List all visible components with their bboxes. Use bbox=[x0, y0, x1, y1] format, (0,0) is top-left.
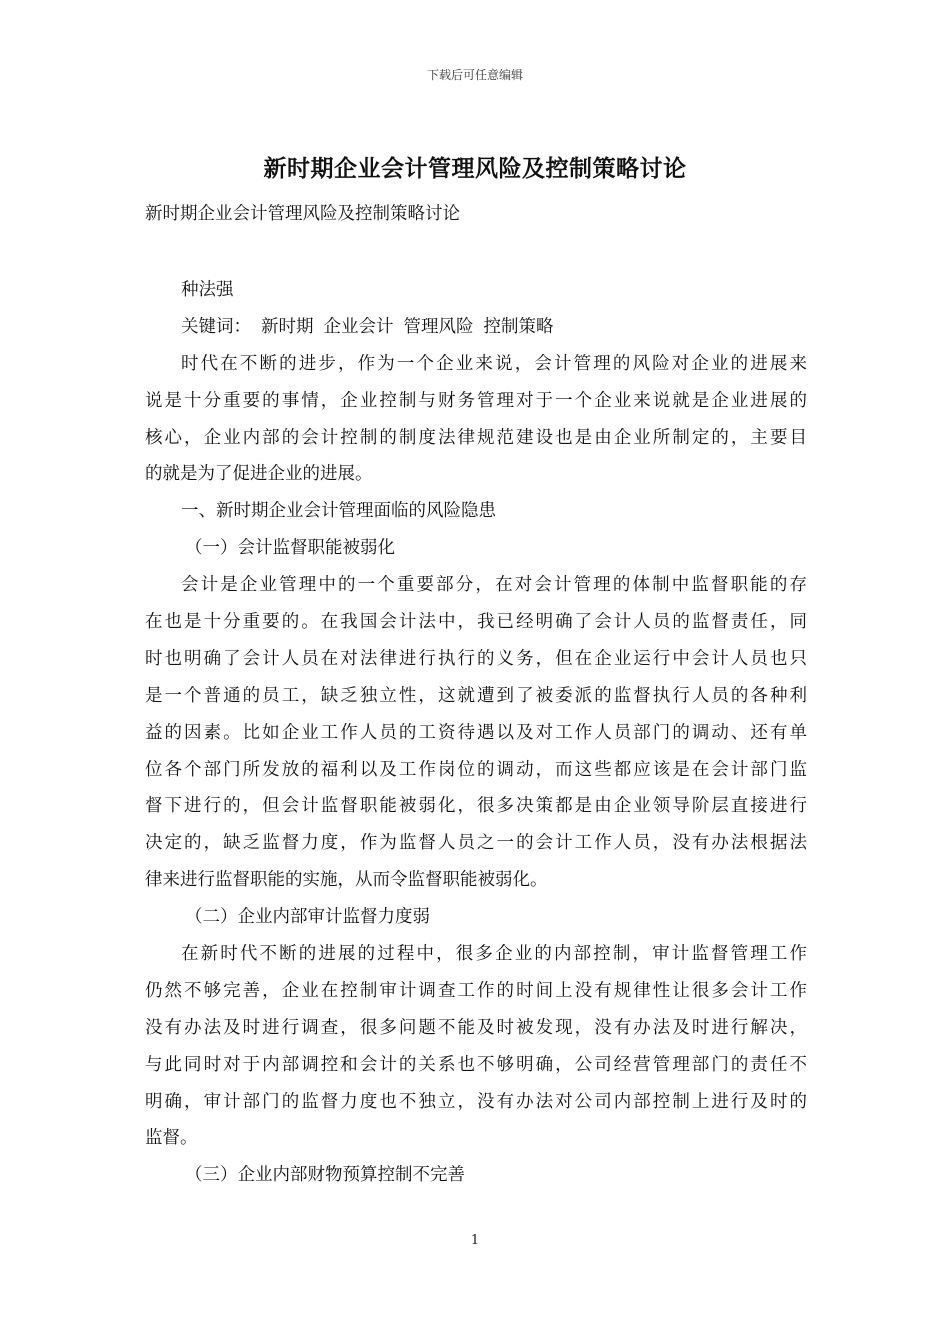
blank-line bbox=[145, 232, 807, 272]
paragraph-line: 在也是十分重要的。在我国会计法中，我已经明确了会计人员的监督责任，同 bbox=[145, 612, 807, 633]
subsection-paragraph bbox=[145, 936, 807, 1157]
document-title: 新时期企业会计管理风险及控制策略讨论 bbox=[263, 155, 687, 182]
subsection-heading: （三）企业内部财物预算控制不完善 bbox=[185, 1165, 465, 1186]
section-heading: 一、新时期企业会计管理面临的风险隐患 bbox=[181, 501, 496, 522]
paragraph-line: 没有办法及时进行调查，很多问题不能及时被发现，没有办法及时进行解决， bbox=[145, 1017, 807, 1038]
document-body bbox=[145, 196, 807, 1194]
keyword: 新时期 bbox=[261, 316, 314, 337]
paragraph-line: 时代在不断的进步，作为一个企业来说，会计管理的风险对企业的进展来 bbox=[181, 353, 807, 374]
intro-paragraph bbox=[145, 346, 807, 494]
paragraph-line: 是一个普通的员工，缺乏独立性，这就遭到了被委派的监督执行人员的各种利 bbox=[145, 685, 807, 706]
subsection-paragraph bbox=[145, 567, 807, 899]
author-name: 种法强 bbox=[181, 280, 234, 300]
paragraph-line: 律来进行监督职能的实施，从而令监督职能被弱化。 bbox=[145, 870, 548, 891]
keywords-line bbox=[145, 309, 807, 346]
subsection-heading: （二）企业内部审计监督力度弱 bbox=[185, 907, 430, 928]
paragraph-line: 位各个部门所发放的福利以及工作岗位的调动，而这些都应该是在会计部门监 bbox=[145, 759, 807, 780]
paragraph-line: 与此同时对于内部调控和会计的关系也不够明确，公司经营管理部门的责任不 bbox=[145, 1054, 807, 1075]
page-number: 1 bbox=[470, 1233, 480, 1248]
document-subtitle: 新时期企业会计管理风险及控制策略讨论 bbox=[145, 204, 460, 224]
paragraph-line: 在新时代不断的进展的过程中，很多企业的内部控制，审计监督管理工作 bbox=[181, 944, 807, 965]
paragraph-line: 督下进行的，但会计监督职能被弱化，很多决策都是由企业领导阶层直接进行 bbox=[145, 796, 807, 817]
subsection-heading: （一）会计监督职能被弱化 bbox=[185, 538, 395, 559]
keywords-label: 关键词： bbox=[181, 316, 251, 337]
paragraph-line: 明确，审计部门的监督力度也不独立，没有办法对公司内部控制上进行及时的 bbox=[145, 1091, 807, 1112]
paragraph-line: 益的因素。比如企业工作人员的工资待遇以及对工作人员部门的调动、还有单 bbox=[145, 722, 807, 743]
paragraph-line: 决定的，缺乏监督力度，作为监督人员之一的会计工作人员，没有办法根据法 bbox=[145, 833, 807, 854]
paragraph-line: 核心，企业内部的会计控制的制度法律规范建设也是由企业所制定的，主要目 bbox=[145, 427, 807, 448]
paragraph-line: 监督。 bbox=[145, 1128, 198, 1149]
keyword: 控制策略 bbox=[483, 316, 554, 337]
keyword: 企业会计 bbox=[323, 316, 394, 337]
page-header-note: 下载后可任意编辑 bbox=[426, 68, 523, 82]
paragraph-line: 说是十分重要的事情，企业控制与财务管理对于一个企业来说就是企业进展的 bbox=[145, 390, 807, 411]
paragraph-line: 的就是为了促进企业的进展。 bbox=[145, 464, 373, 485]
paragraph-line: 时也明确了会计人员在对法律进行执行的义务，但在企业运行中会计人员也只 bbox=[145, 648, 807, 669]
paragraph-line: 会计是企业管理中的一个重要部分，在对会计管理的体制中监督职能的存 bbox=[181, 575, 807, 596]
paragraph-line: 仍然不够完善，企业在控制审计调查工作的时间上没有规律性让很多会计工作 bbox=[145, 980, 807, 1001]
keyword: 管理风险 bbox=[403, 316, 474, 337]
